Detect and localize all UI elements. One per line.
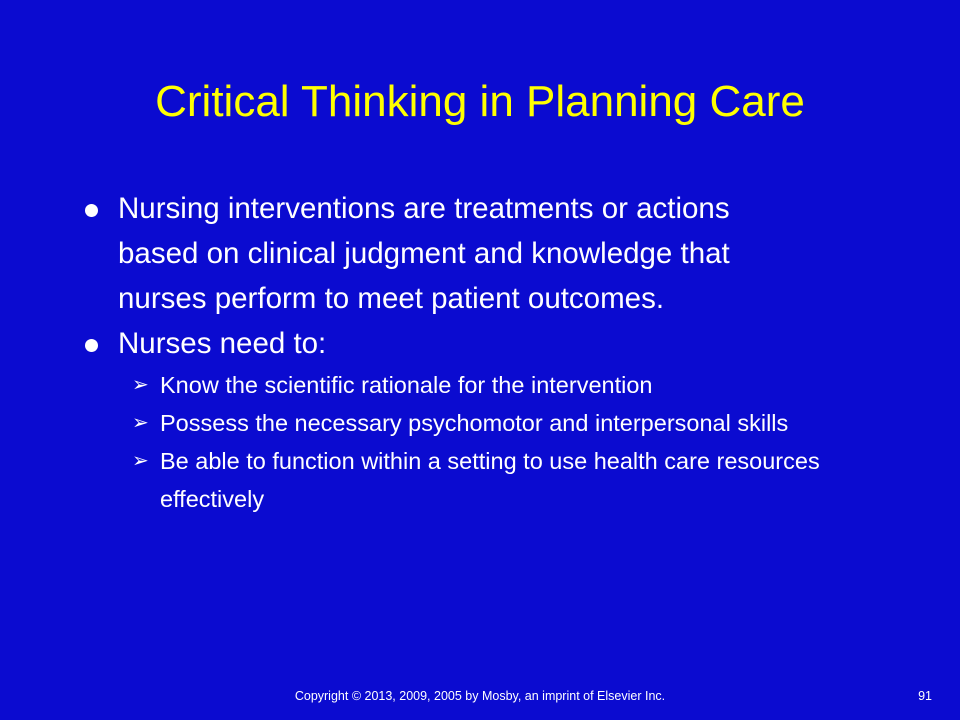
round-bullet-icon [85, 204, 98, 217]
page-number: 91 [918, 689, 932, 703]
arrowhead-bullet-icon: ➢ [132, 412, 149, 434]
bullet-text: Nurses need to: [118, 327, 327, 360]
copyright-text: Copyright © 2013, 2009, 2005 by Mosby, an imprint of Elsevier Inc. [294, 689, 666, 703]
sub-bullet-text: Possess the necessary psychomotor and interpersonal skills [160, 410, 789, 436]
slide-title: Critical Thinking in Planning Care [155, 77, 805, 126]
sub-bullet-list [118, 366, 820, 518]
sub-bullet-item [118, 404, 840, 442]
round-bullet-icon [85, 339, 98, 352]
sub-bullet-text: Be able to function within a setting to use health care resources effectively [160, 448, 820, 512]
bullet-text: Nursing interventions are treatments or actions based on clinical judgment and knowledge that nurses perform to meet patient outcomes. [118, 192, 730, 315]
arrowhead-bullet-icon: ➢ [132, 374, 149, 396]
footer [0, 686, 960, 706]
bullet-list [0, 186, 960, 518]
sub-bullet-item [118, 442, 840, 518]
bullet-item [0, 186, 798, 321]
sub-bullet-text: Know the scientific rationale for the intervention [160, 372, 653, 398]
arrowhead-bullet-icon: ➢ [132, 450, 149, 472]
sub-bullet-item [118, 366, 840, 404]
bullet-item [0, 321, 820, 518]
